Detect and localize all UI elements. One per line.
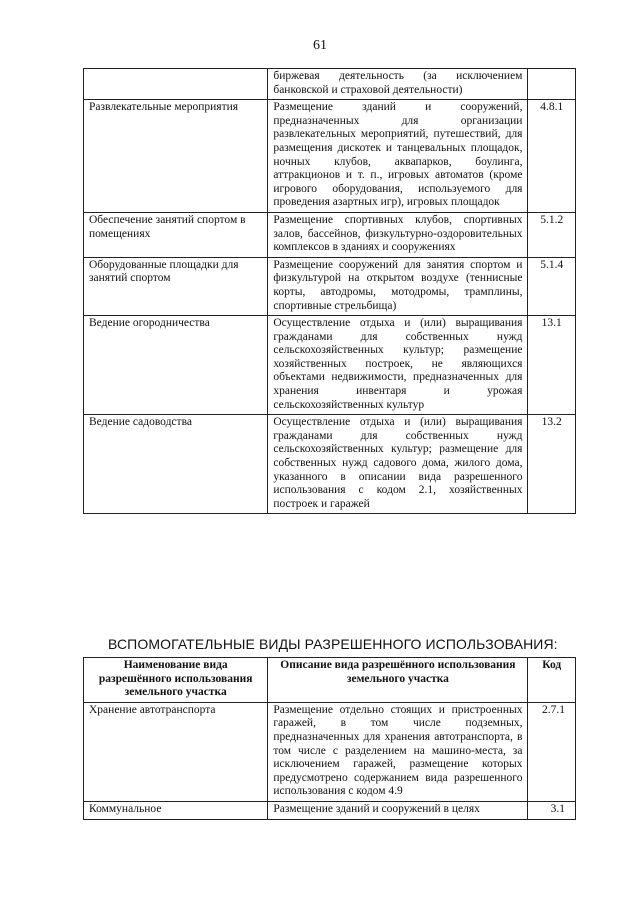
column-header-code: Код bbox=[528, 658, 576, 703]
use-description-cell: Размещение спортивных клубов, спортивных залов, бассейнов, физкультурно-оздоровительных комплексов в зданиях и сооружениях bbox=[268, 212, 528, 257]
use-code-cell: 2.7.1 bbox=[528, 702, 576, 801]
use-name-cell: Развлекательные мероприятия bbox=[84, 100, 268, 213]
table-row bbox=[84, 212, 576, 257]
table-row bbox=[84, 316, 576, 415]
use-code-cell: 5.1.2 bbox=[528, 212, 576, 257]
use-name-cell: Оборудованные площадки для занятий спортом bbox=[84, 257, 268, 315]
use-name-cell: Коммунальное bbox=[84, 801, 268, 819]
table-row bbox=[84, 415, 576, 514]
use-description-cell: Размещение зданий и сооружений в целях bbox=[268, 801, 528, 819]
use-code-cell: 5.1.4 bbox=[528, 257, 576, 315]
use-description-cell: Размещение зданий и сооружений, предназначенных для организации развлекательных мероприятий, путешествий, для размещения дискотек и танцевальных площадок, ночных клубов, аквапарков, боулинга, аттракционов и т. п., игровых автоматов (кроме игрового оборудования, используемого для проведения азартных игр), игровых площадок bbox=[268, 100, 528, 213]
use-description-cell: Размещение сооружений для занятия спортом и физкультурой на открытом воздухе (теннисные корты, автодромы, мотодромы, трамплины, спортивные стрельбища) bbox=[268, 257, 528, 315]
use-description-cell: Осуществление отдыха и (или) выращивания гражданами для собственных нужд сельскохозяйственных культур; размещение хозяйственных построек, не являющихся объектами недвижимости, предназначенных для хранения инвентаря и урожая сельскохозяйственных культур bbox=[268, 316, 528, 415]
column-header-description: Описание вида разрешённого использования земельного участка bbox=[268, 658, 528, 703]
section-heading: ВСПОМОГАТЕЛЬНЫЕ ВИДЫ РАЗРЕШЕННОГО ИСПОЛЬЗОВАНИЯ: bbox=[108, 636, 558, 652]
use-code-cell: 13.2 bbox=[528, 415, 576, 514]
table-row bbox=[84, 801, 576, 819]
use-name-cell: Ведение огородничества bbox=[84, 316, 268, 415]
use-code-cell bbox=[528, 69, 576, 100]
use-name-cell: Ведение садоводства bbox=[84, 415, 268, 514]
use-code-cell: 3.1 bbox=[528, 801, 576, 819]
column-header-name: Наименование вида разрешённого использования земельного участка bbox=[84, 658, 268, 703]
table-header-row bbox=[84, 658, 576, 703]
page-number: 61 bbox=[313, 38, 327, 53]
table-row bbox=[84, 702, 576, 801]
use-description-cell: Осуществление отдыха и (или) выращивания гражданами для собственных нужд сельскохозяйственных культур; размещение для собственных нужд садового дома, жилого дома, указанного в описании вида разрешенного использования с кодом 2.1, хозяйственных построек и гаражей bbox=[268, 415, 528, 514]
table-row bbox=[84, 257, 576, 315]
land-use-table-main bbox=[83, 68, 576, 514]
use-description-cell: биржевая деятельность (за исключением банковской и страховой деятельности) bbox=[268, 69, 528, 100]
use-name-cell: Обеспечение занятий спортом в помещениях bbox=[84, 212, 268, 257]
table-row bbox=[84, 100, 576, 213]
use-description-cell: Размещение отдельно стоящих и пристроенных гаражей, в том числе подземных, предназначенных для хранения автотранспорта, в том числе с разделением на машино-места, за исключением гаражей, размещение которых предусмотрено содержанием вида разрешенного использования с кодом 4.9 bbox=[268, 702, 528, 801]
land-use-table-auxiliary bbox=[83, 657, 576, 820]
use-code-cell: 13.1 bbox=[528, 316, 576, 415]
use-name-cell bbox=[84, 69, 268, 100]
use-code-cell: 4.8.1 bbox=[528, 100, 576, 213]
table-row bbox=[84, 69, 576, 100]
use-name-cell: Хранение автотранспорта bbox=[84, 702, 268, 801]
